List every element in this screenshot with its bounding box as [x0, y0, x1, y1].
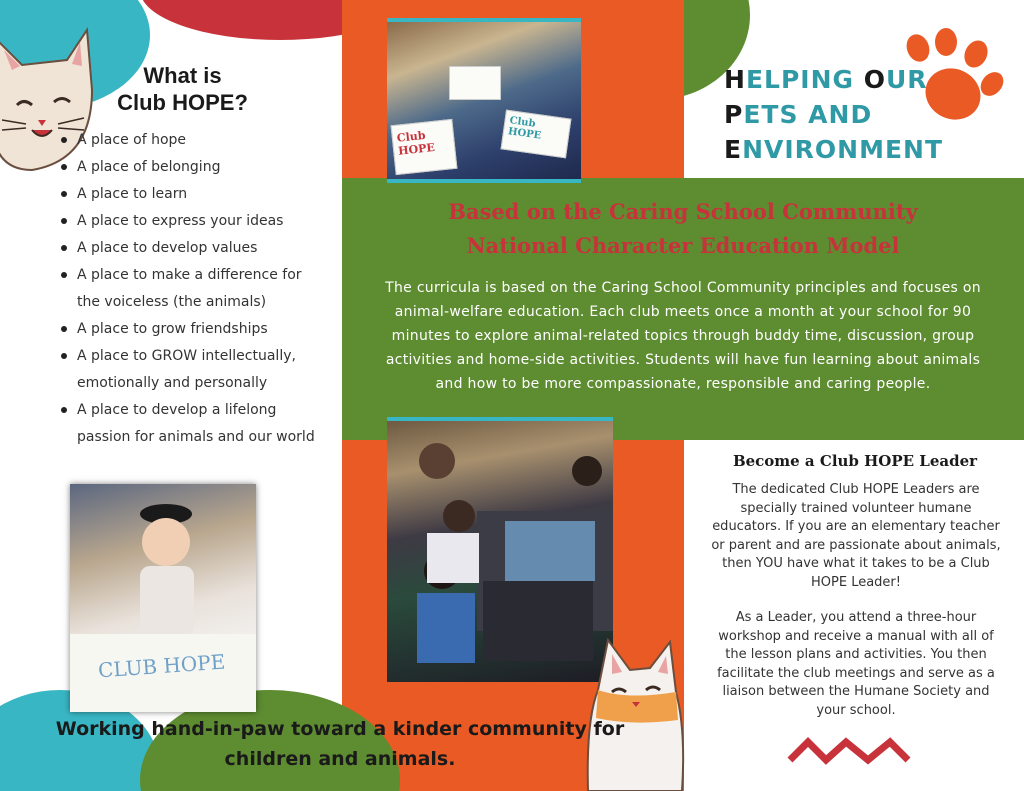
list-item: A place to develop values	[60, 235, 328, 262]
photo-sign: Club HOPE	[501, 110, 572, 159]
list-item: A place to make a difference for the voiceless (the animals)	[60, 262, 328, 316]
club-hope-list	[60, 127, 328, 451]
what-is-club-hope-heading	[100, 62, 265, 116]
footer-tagline: Working hand-in-paw toward a kinder community for children and animals.	[55, 718, 625, 770]
photo-sign-blank	[449, 66, 501, 100]
paw-print-icon	[898, 32, 1004, 130]
zigzag-decoration-icon	[786, 738, 912, 764]
heading-line-1: HELPING OUR	[724, 65, 928, 94]
heading-line-2: PETS AND	[724, 100, 873, 129]
band-title-line-2: National Character Education Model	[466, 233, 900, 258]
leader-paragraph-1: The dedicated Club HOPE Leaders are specially trained volunteer humane educators. If you are an elementary teacher or parent and are passionate about animals, then YOU have what it takes to be a Club HOPE Leader!	[711, 482, 1001, 590]
heading-line-2: Club HOPE?	[117, 90, 248, 115]
poster-lettering: CLUB HOPE	[97, 649, 226, 683]
list-item: A place to develop a lifelong passion for animals and our world	[60, 397, 328, 451]
band-title-line-1: Based on the Caring School Community	[448, 199, 918, 224]
students-holding-signs-photo	[387, 18, 581, 183]
list-item: A place to express your ideas	[60, 208, 328, 235]
girl-with-poster-photo	[70, 484, 256, 712]
become-leader-heading: Become a Club HOPE Leader	[732, 452, 978, 470]
photo-sign: Club HOPE	[391, 119, 458, 175]
list-item: A place to learn	[60, 181, 328, 208]
band-title	[342, 195, 1024, 263]
heading-line-1: What is	[143, 63, 222, 88]
leader-paragraph-2: As a Leader, you attend a three-hour workshop and receive a manual with all of the lesson plans and activities. You then facilitate the club meetings and serve as a liaison between the Humane Society and your school.	[717, 610, 995, 718]
list-item: A place to GROW intellectually, emotionally and personally	[60, 343, 328, 397]
list-item: A place of hope	[60, 127, 328, 154]
list-item: A place to grow friendships	[60, 316, 328, 343]
band-body-text: The curricula is based on the Caring School Community principles and focuses on animal-welfare education. Each club meets once a month at your school for 90 minutes to explore animal-related topics through buddy time, discussion, group activities and home-side activities. Students will have fun learning about animals and how to be more compassionate, responsible and caring people.	[385, 280, 981, 392]
list-item: A place of belonging	[60, 154, 328, 181]
heading-line-3: ENVIRONMENT	[724, 135, 944, 164]
